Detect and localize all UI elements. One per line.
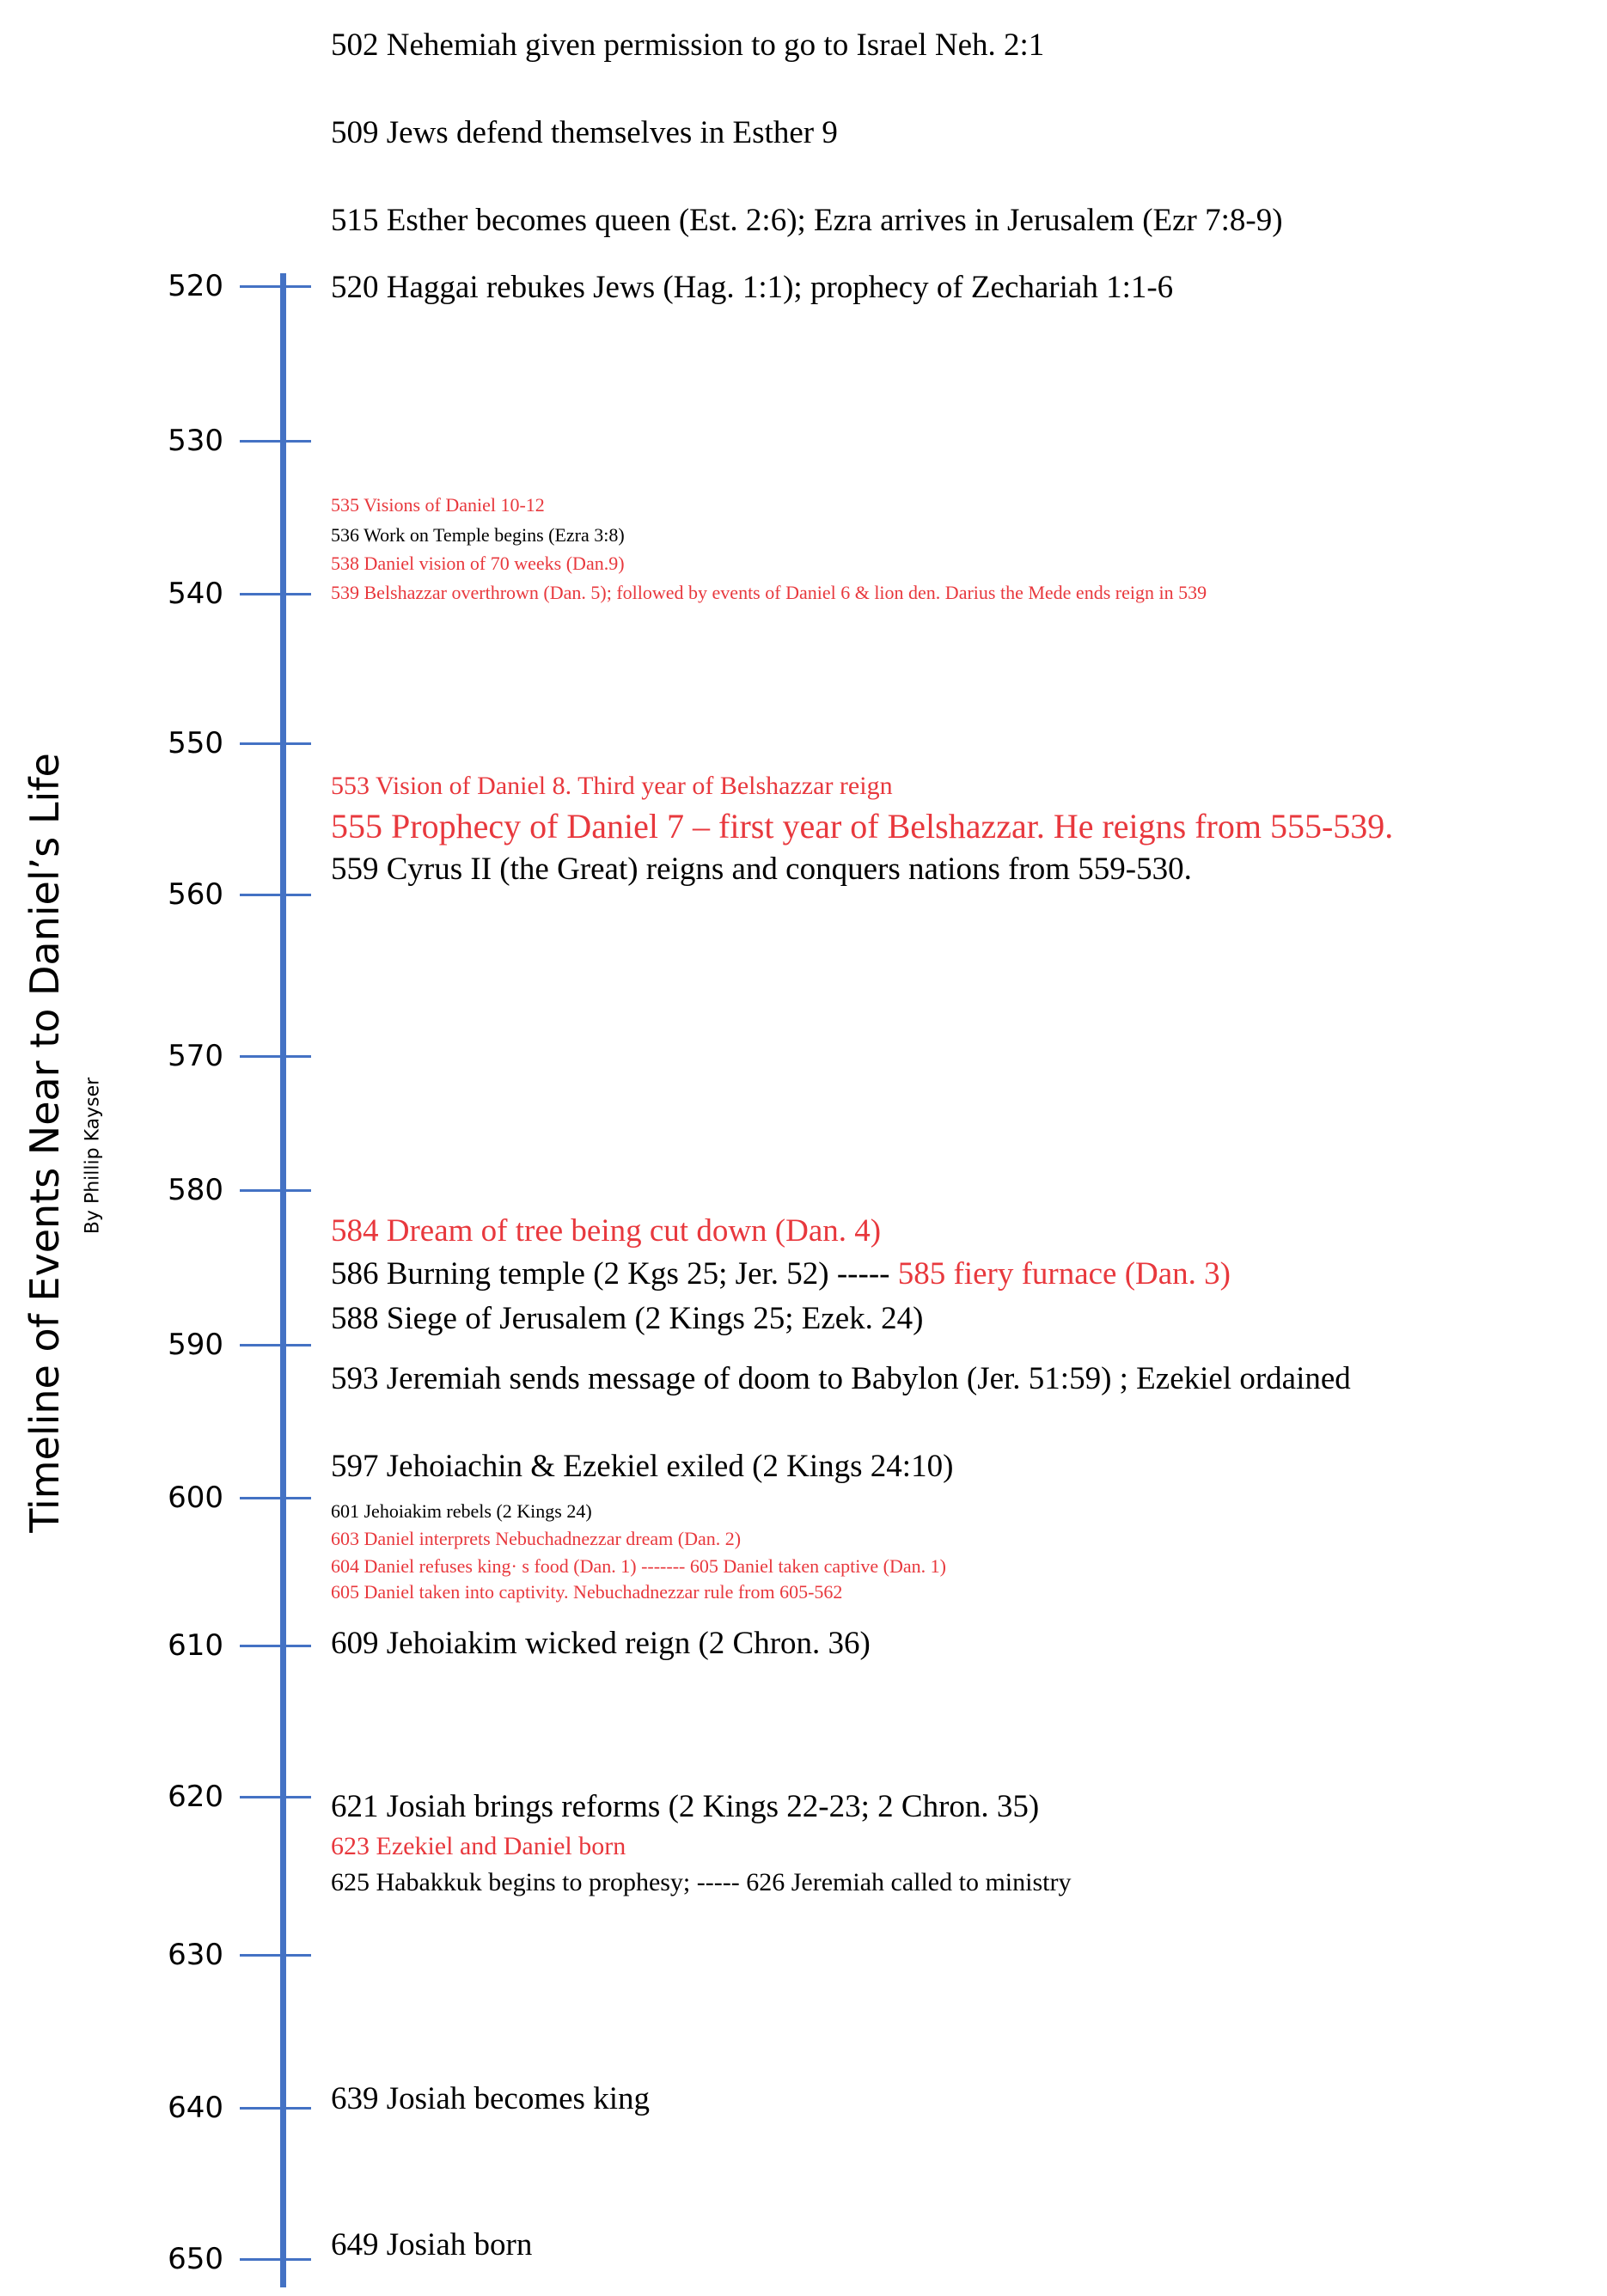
event-639: 639 Josiah becomes king (331, 2081, 650, 2116)
event-609: 609 Jehoiakim wicked reign (2 Chron. 36) (331, 1626, 871, 1661)
event-555: 555 Prophecy of Daniel 7 – first year of Belshazzar. He reigns from 555-539. (331, 807, 1394, 846)
axis-tick-label: 630 (168, 1938, 223, 1972)
event-585: 585 fiery furnace (Dan. 3) (897, 1256, 1231, 1292)
event-509: 509 Jews defend themselves in Esther 9 (331, 115, 838, 150)
axis-tick-label: 610 (168, 1628, 223, 1663)
axis-tick-label: 520 (168, 269, 223, 303)
event-559: 559 Cyrus II (the Great) reigns and conquers nations from 559-530. (331, 852, 1192, 887)
axis-tick (240, 1344, 311, 1346)
event-586: 586 Burning temple (2 Kgs 25; Jer. 52) ----- (331, 1256, 890, 1292)
axis-tick (240, 440, 311, 443)
axis-tick (240, 894, 311, 896)
event-502: 502 Nehemiah given permission to go to Israel Neh. 2:1 (331, 27, 1045, 63)
axis-tick (240, 1055, 311, 1058)
axis-tick (240, 1497, 311, 1499)
event-535: 535 Visions of Daniel 10-12 (331, 494, 545, 516)
event-536: 536 Work on Temple begins (Ezra 3:8) (331, 524, 625, 546)
event-621: 621 Josiah brings reforms (2 Kings 22-23; 2 Chron. 35) (331, 1789, 1040, 1824)
axis-tick-label: 640 (168, 2091, 223, 2125)
event-586-585 (331, 1258, 1231, 1290)
timeline-axis-line (280, 273, 286, 2287)
event-593: 593 Jeremiah sends message of doom to Babylon (Jer. 51:59) ; Ezekiel ordained (331, 1361, 1351, 1396)
axis-tick (240, 285, 311, 288)
axis-tick (240, 2107, 311, 2110)
axis-tick-label: 580 (168, 1173, 223, 1207)
axis-tick (240, 2258, 311, 2261)
event-649: 649 Josiah born (331, 2227, 533, 2262)
axis-tick (240, 742, 311, 745)
event-538: 538 Daniel vision of 70 weeks (Dan.9) (331, 553, 625, 574)
axis-tick-label: 550 (168, 726, 223, 760)
axis-tick (240, 593, 311, 595)
axis-tick (240, 1796, 311, 1798)
axis-tick-label: 600 (168, 1481, 223, 1515)
event-601: 601 Jehoiakim rebels (2 Kings 24) (331, 1500, 592, 1522)
axis-tick-label: 530 (168, 424, 223, 458)
axis-tick-label: 570 (168, 1039, 223, 1073)
event-603: 603 Daniel interprets Nebuchadnezzar dream (Dan. 2) (331, 1528, 742, 1549)
event-588: 588 Siege of Jerusalem (2 Kings 25; Ezek. 24) (331, 1301, 924, 1336)
event-539: 539 Belshazzar overthrown (Dan. 5); followed by events of Daniel 6 & lion den. Darius the Mede ends reign in 539 (331, 582, 1207, 603)
axis-tick (240, 1645, 311, 1647)
event-553: 553 Vision of Daniel 8. Third year of Belshazzar reign (331, 772, 893, 800)
event-584: 584 Dream of tree being cut down (Dan. 4) (331, 1213, 882, 1249)
axis-tick-label: 650 (168, 2242, 223, 2276)
axis-tick (240, 1189, 311, 1192)
author-credit: By Phillip Kayser (82, 1077, 104, 1235)
axis-tick-label: 560 (168, 877, 223, 912)
event-623: 623 Ezekiel and Daniel born (331, 1832, 626, 1860)
event-520: 520 Haggai rebukes Jews (Hag. 1:1); prophecy of Zechariah 1:1-6 (331, 270, 1174, 305)
axis-tick-label: 540 (168, 577, 223, 611)
event-625: 625 Habakkuk begins to prophesy; ----- 626 Jeremiah called to ministry (331, 1868, 1072, 1896)
axis-tick (240, 1954, 311, 1957)
event-597: 597 Jehoiachin & Ezekiel exiled (2 Kings 24:10) (331, 1449, 954, 1484)
axis-tick-label: 620 (168, 1780, 223, 1814)
event-605: 605 Daniel taken into captivity. Nebuchadnezzar rule from 605-562 (331, 1581, 843, 1603)
event-515: 515 Esther becomes queen (Est. 2:6); Ezra arrives in Jerusalem (Ezr 7:8-9) (331, 203, 1283, 238)
axis-tick-label: 590 (168, 1328, 223, 1362)
timeline-title: Timeline of Events Near to Daniel’s Life (21, 753, 68, 1533)
event-604: 604 Daniel refuses king· s food (Dan. 1) ------- 605 Daniel taken captive (Dan. 1) (331, 1555, 946, 1577)
